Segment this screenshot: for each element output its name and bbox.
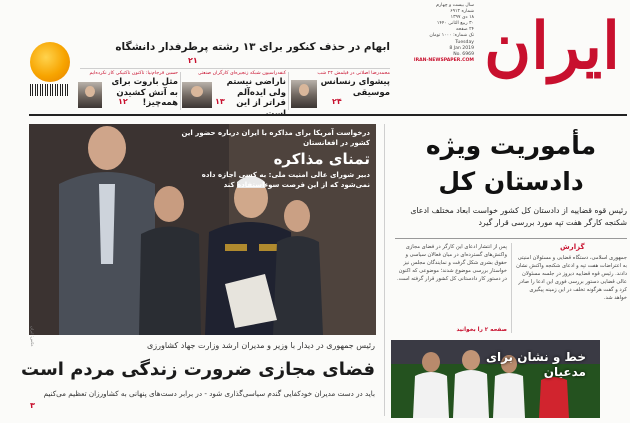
issue-line: Tuesday [455,39,474,45]
photo-caption [180,128,370,190]
main-headline-line: دادستان کل [438,167,584,196]
column-divider [384,124,385,416]
issue-line: 8 Jan 2019 [449,45,474,51]
issue-line: No. 6969 [453,51,474,57]
barcode-number [30,96,70,100]
main-column-left: پس از انتشار ادعای این کارگر در فضای مجازی واکنش‌های گسترده‌ای در میان فعالان سیاسی و حقوق بشری شکل گرفت و نمایندگان مجلس نیز خواستار بررسی موضوع شدند؛ موضوعی که اکنون در دستور کار دادستانی کل کشور قرار گرفته است. [397,244,507,283]
caption-title[interactable]: تمنای مذاکره [273,150,370,168]
teaser-title: پیشوای رنسانس موسیقی [320,77,390,98]
sport-photo[interactable] [391,340,600,418]
sport-headline-line: خط و نشان برای [485,350,586,364]
teaser-2-portrait [182,82,212,108]
barcode [30,84,70,96]
sun-logo-icon [30,42,70,82]
divider [180,72,181,110]
teaser-3-page: ۱۲ [118,97,128,106]
bottom-headline[interactable]: فضای مجازی ضرورت زندگی مردم است [21,359,375,380]
teaser-2-page: ۱۳ [215,97,225,106]
teaser-kicker: کنفدراسیون شبکه زنجیره‌ای کارگران صنعتی [197,71,286,76]
top-headline-page: ۲۱ [188,56,198,65]
teaser-3-portrait [78,82,102,108]
issue-line: ۳۰ ربیع الثانی ۱۴۴۰ [436,21,474,27]
teaser-1-page: ۲۴ [332,97,342,106]
continued-link[interactable]: صفحه ۲ را بخوانید [456,327,507,333]
teaser-title: ناراضی نیستم ولی ایده‌آلم فراتر از این [226,77,286,108]
report-tag: گزارش [560,243,585,251]
issue-line: ۲۴ صفحه [455,27,474,33]
photo-credit: عکس: ایران [30,326,35,347]
divider [395,238,627,239]
newspaper-logo: ایران [484,9,620,84]
sport-headline-line: مدعیان [543,365,586,379]
caption-body: دبیر شورای عالی امنیت ملی: به کسی اجازه داده نمی‌شود که از این فرصت سوءاستفاده کند [201,171,370,189]
bottom-kicker: رئیس جمهوری در دیدار با وزیر و مدیران ارشد وزارت جهاد کشاورزی [146,341,375,350]
caption-kicker: درخواست آمریکا برای مذاکره با ایران درباره حضور این کشور در افغانستان [181,129,370,147]
teaser-kicker: محمدرضا اصلانی در فیلمش ۲۴ شب [317,71,390,76]
sport-headline [486,350,586,380]
issue-line: ۱۸ دی ۱۳۹۷ [450,15,474,21]
main-lead: رئیس قوه قضاییه از دادستان کل کشور خواست ابعاد مختلف ادعای شکنجه کارگر هفت تپه مورد بررسی قرار گیرد [410,206,627,227]
bottom-lead: باید در دست مدیران خودکفایی گندم سیاسی‌گذاری شود - در برابر دست‌های پنهانی به کشاورزان تعظیم می‌کنیم [43,389,375,398]
website-url: IRAN-NEWSPAPER.COM [413,57,474,63]
top-headline[interactable]: ابهام در حذف کنکور برای ۱۳ رشته پرطرفدار دانشگاه [115,41,390,53]
teaser-kicker: حسین فرجام‌نیا: تاکنون تاکتیکی کار نکرده‌ایم [89,71,178,76]
issue-line: تک شماره: ۱۰۰۰ تومان [429,33,474,39]
main-headline-line: مأموریت ویژه [425,131,597,160]
main-column-right: جمهوری اسلامی، دستگاه قضایی و مسئولان امنیتی به اعتراضات هفت تپه و ادعای شکنجه واکنش نشان دادند. رئیس قوه قضاییه دیروز در جلسه مسئولان عالی قضایی دستور بررسی فوری این ادعا را صادر کرد و گفت هرگونه تخلف در این زمینه پیگیری خواهد شد. [516,255,627,302]
divider [288,72,289,110]
divider [511,243,512,333]
teaser-title: مثل باروت برای به آتش کشیدن همه‌چیز! [111,77,178,108]
issue-line: سال بیست و چهارم [436,3,474,8]
issue-line: شماره ۶۹۱۲ [450,9,474,15]
teaser-1-portrait [291,80,317,108]
bottom-page: ۳ [30,401,35,410]
divider [80,68,390,69]
issue-info [394,3,474,103]
main-headline[interactable] [395,128,627,200]
section-rule [29,114,627,116]
